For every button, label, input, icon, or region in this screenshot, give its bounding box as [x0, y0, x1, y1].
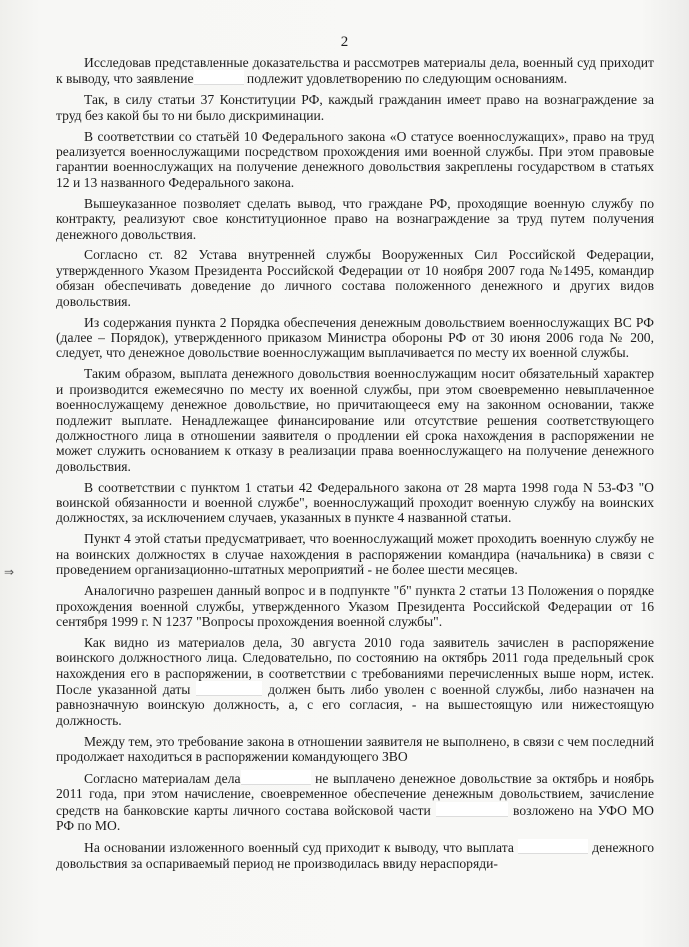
paragraph-text: В соответствии с пунктом 1 статьи 42 Федерального закона от 28 марта 1998 года N 53-ФЗ "О воинской обязанности и военной службе", военнослужащий проходит военную службу на воинских должностях, за исключением случаев, указанных в пункте 4 названной статьи.: [56, 479, 654, 526]
paragraph-text: денежного довольствия за оспариваемый период не производилась ввиду нераспоряди-: [56, 840, 654, 871]
paragraph-text: Вышеуказанное позволяет сделать вывод, что граждане РФ, проходящие военную службу по контракту, реализуют свое конституционное право на вознаграждение за труд путем получения денежного довольствия.: [56, 195, 654, 242]
redaction-block: [436, 802, 508, 817]
paragraph-11: [56, 635, 654, 728]
document-body: [56, 55, 654, 871]
redaction-block: [518, 839, 588, 854]
paragraph-text: Между тем, это требование закона в отношении заявителя не выполнено, в связи с чем последний продолжает находиться в распоряжении командующего ЗВО: [56, 733, 654, 765]
paragraph-9: [56, 531, 654, 577]
paragraph-12: [56, 734, 654, 765]
paragraph-text: Согласно материалам дела: [84, 771, 241, 787]
paragraph-text: не выплачено денежное довольствие за октябрь и ноябрь 2011 года, при этом начисление, своевременное обеспечение денежным довольствием, зачисление средств на банковские карты личного состава войсковой части: [56, 771, 654, 818]
paragraph-1: [56, 55, 654, 87]
paragraph-text: Аналогично разрешен данный вопрос и в подпункте "б" пункта 2 статьи 13 Положения о порядке прохождения военной службы, утвержденного Указом Президента Российской Федерации от 16 сентября 1999 г. N 1237 "Вопросы прохождения военной службы".: [56, 583, 654, 629]
paragraph-4: [56, 196, 654, 242]
paragraph-8: [56, 480, 654, 526]
paragraph-text: Из содержания пункта 2 Порядка обеспечения денежным довольствием военнослужащих ВС РФ (далее – Порядок), утвержденного приказом Министра обороны РФ от 30 июня 2006 года № 200, следует, что денежное довольствие военнослужащим выплачивается по месту их военной службы.: [56, 314, 654, 361]
paragraph-3: [56, 129, 654, 191]
page-number: 2: [340, 34, 349, 50]
paragraph-10: [56, 583, 654, 629]
paragraph-text: Как видно из материалов дела, 30 августа 2010 года заявитель зачислен в распоряжение воинского должностного лица. Следовательно, по состоянию на октябрь 2011 года предельный срок нахождения его в распоряжении, в соответствии с требованиями перечисленных выше норм, истек. После указанной даты: [56, 634, 654, 698]
redaction-block: [241, 770, 311, 785]
paragraph-text: подлежит удовлетворению по следующим основаниям.: [243, 71, 568, 87]
paragraph-text: Исследовав представленные доказательства и рассмотрев материалы дела, военный суд приходит к выводу, что заявление: [56, 55, 654, 87]
margin-arrow-mark: ⇒: [4, 565, 15, 579]
paragraph-6: [56, 315, 654, 361]
paragraph-13: [56, 770, 654, 834]
paragraph-text: Таким образом, выплата денежного довольствия военнослужащим носит обязательный характер и производится ежемесячно по месту их военной службы, при этом своевременно невыплаченное военнослужащему денежное довольствие, но причитающееся ему на законном основании, также подлежит выплате. Ненадлежащее финансирование или отсутствие решения соответствующего должностного лица в отношении заявителя о продлении ей срока нахождения в распоряжении не может служить основанием к отказу в реализации права военнослужащего на получение денежного довольствия.: [56, 366, 654, 474]
redaction-block: [196, 681, 262, 696]
paragraph-text: возложено на УФО МО РФ по МО.: [56, 802, 654, 834]
paragraph-text: В соответствии со статьёй 10 Федерального закона «О статусе военнослужащих», право на труд реализуется военнослужащими посредством прохождения ими военной службы. При этом правовые гарантии военнослужащих на получение денежного довольствия закреплены государством в статьях 12 и 13 названного Федерального закона.: [56, 128, 654, 190]
paragraph-text: Пункт 4 этой статьи предусматривает, что военнослужащий может проходить военную службу не на воинских должностях в случае нахождения в распоряжении командира (начальника) в связи с проведением организационно-штатных мероприятий - не более шести месяцев.: [56, 531, 654, 578]
redaction-block: [194, 70, 244, 85]
paragraph-5: [56, 247, 654, 309]
paragraph-14: [56, 839, 654, 871]
paragraph-2: [56, 92, 654, 123]
paragraph-text: должен быть либо уволен с военной службы, либо назначен на равнозначную воинскую должность, а, с его согласия, - на вышестоящую или нижестоящую должность.: [56, 682, 654, 728]
paragraph-text: Согласно ст. 82 Устава внутренней службы Вооруженных Сил Российской Федерации, утвержденного Указом Президента Российской Федерации от 10 ноября 2007 года №1495, командир обязан обеспечивать доведение до личного состава положенного денежного и других видов довольствия.: [56, 247, 654, 309]
paragraph-text: На основании изложенного военный суд приходит к выводу, что выплата: [84, 840, 519, 856]
paragraph-7: [56, 366, 654, 474]
paragraph-text: Так, в силу статьи 37 Конституции РФ, каждый гражданин имеет право на вознаграждение за труд без какой бы то ни было дискриминации.: [56, 92, 654, 123]
